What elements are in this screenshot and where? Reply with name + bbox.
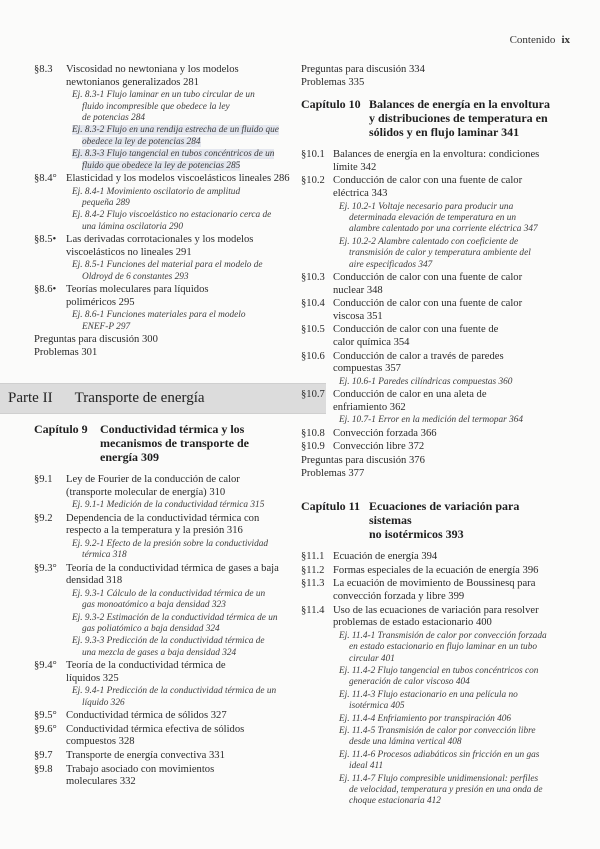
- toc-example-8-3-1[interactable]: Ej. 8.3-1 Flujo laminar en un tubo circular de un fluido incompresible que obedece la ley de potencias 284: [72, 90, 255, 123]
- toc-entry-9-8[interactable]: §9.8 Trabajo asociado con movimientos moleculares 332: [34, 763, 215, 788]
- toc-preguntas-ch9[interactable]: Preguntas para discusión 334: [301, 64, 425, 75]
- toc-example-10-7-1[interactable]: Ej. 10.7-1 Error en la medición del termopar 364: [339, 415, 524, 426]
- toc-example-11-4-4[interactable]: Ej. 11.4-4 Enfriamiento por transpiración 406: [339, 713, 512, 724]
- left-column: [8, 64, 292, 790]
- toc-entry-9-3[interactable]: §9.3° Teoría de la conductividad térmica de gases a baja densidad 318: [34, 562, 279, 587]
- toc-chapter-10[interactable]: Capítulo 10 Balances de energía en la envoltura y distribuciones de temperatura en sólidos y en flujo laminar 341: [301, 97, 550, 140]
- part-title: Transporte de energía: [74, 390, 205, 407]
- toc-entry-11-1[interactable]: §11.1 Ecuación de energía 394: [301, 551, 438, 563]
- toc-entry-10-6[interactable]: §10.6 Conducción de calor a través de paredes compuestas 357: [301, 350, 504, 375]
- toc-problemas-ch9[interactable]: Problemas 335: [301, 76, 365, 88]
- toc-entry-10-5[interactable]: §10.5 Conducción de calor con una fuente de calor química 354: [301, 324, 499, 348]
- toc-entry-10-1[interactable]: §10.1 Balances de energía en la envoltura: condiciones límite 342: [301, 149, 540, 173]
- toc-entry-11-4[interactable]: §11.4 Uso de las ecuaciones de variación para resolver problemas de estado estacionario 400: [301, 604, 539, 629]
- toc-entry-9-2[interactable]: §9.2 Dependencia de la conductividad térmica con respecto a la temperatura y la presión 316: [34, 512, 260, 537]
- running-header: [510, 34, 570, 46]
- toc-example-11-4-6[interactable]: Ej. 11.4-6 Procesos adiabáticos sin fricción en un gas ideal 411: [339, 749, 540, 772]
- part-label: Parte II: [8, 390, 53, 407]
- toc-entry-9-5[interactable]: §9.5° Conductividad térmica de sólidos 327: [34, 710, 227, 722]
- toc-example-10-2-2[interactable]: Ej. 10.2-2 Alambre calentado con coeficiente de transmisión de calor y temperatura ambiente del aire especificados 347: [339, 236, 531, 270]
- header-label: Contenido: [509, 34, 556, 46]
- toc-entry-10-7[interactable]: §10.7 Conducción de calor en una aleta de enfriamiento 362: [301, 389, 487, 413]
- toc-example-9-3-2[interactable]: Ej. 9.3-2 Estimación de la conductividad térmica de un gas poliatómico a baja densidad 324: [72, 612, 278, 635]
- toc-preguntas-ch10[interactable]: Preguntas para discusión 376: [301, 454, 425, 466]
- toc-entry-11-2[interactable]: §11.2 Formas especiales de la ecuación de energía 396: [301, 564, 539, 576]
- toc-entry-10-3[interactable]: §10.3 Conducción de calor con una fuente de calor nuclear 348: [301, 272, 523, 296]
- toc-example-11-4-1[interactable]: Ej. 11.4-1 Transmisión de calor por convección forzada en estado estacionario en flujo laminar en un tubo circular 401: [339, 630, 547, 664]
- toc-chapter-9[interactable]: Capítulo 9 Conductividad térmica y los mecanismos de transporte de energía 309: [34, 422, 249, 465]
- toc-example-9-3-1[interactable]: Ej. 9.3-1 Cálculo de la conductividad térmica de un gas monoatómico a baja densidad 323: [72, 588, 266, 611]
- toc-entry-10-9[interactable]: §10.9 Convección libre 372: [301, 441, 425, 453]
- toc-example-8-6-1[interactable]: Ej. 8.6-1 Funciones materiales para el modelo ENEF-P 297: [72, 310, 246, 332]
- right-column: [301, 64, 559, 809]
- toc-chapter-11[interactable]: Capítulo 11 Ecuaciones de variación para sistemas no isotérmicos 393: [301, 499, 520, 542]
- toc-example-8-4-1[interactable]: Ej. 8.4-1 Movimiento oscilatorio de amplitud pequeña 289: [72, 186, 241, 209]
- toc-example-8-5-1[interactable]: Ej. 8.5-1 Funciones del material para el modelo de Oldroyd de 6 constantes 293: [72, 260, 263, 282]
- toc-entry-8-6[interactable]: §8.6• Teorías moleculares para líquidos poliméricos 295: [34, 284, 209, 308]
- toc-example-11-4-2[interactable]: Ej. 11.4-2 Flujo tangencial en tubos concéntricos con generación de calor viscoso 404: [339, 665, 539, 688]
- toc-example-9-3-3[interactable]: Ej. 9.3-3 Predicción de la conductividad térmica de una mezcla de gases a baja densidad 324: [72, 636, 265, 658]
- toc-entry-10-2[interactable]: §10.2 Conducción de calor con una fuente de calor eléctrica 343: [301, 175, 523, 199]
- toc-example-11-4-3[interactable]: Ej. 11.4-3 Flujo estacionario en una película no isotérmica 405: [339, 689, 518, 712]
- toc-entry-9-1[interactable]: §9.1 Ley de Fourier de la conducción de calor (transporte molecular de energía) 310: [34, 474, 240, 498]
- toc-preguntas-ch8[interactable]: Preguntas para discusión 300: [34, 334, 158, 346]
- toc-example-10-2-1[interactable]: Ej. 10.2-1 Voltaje necesario para producir una determinada elevación de temperatura en un alambre calentado por una corriente eléctrica 347: [339, 201, 538, 235]
- part-ii-banner: [0, 383, 326, 414]
- page-number: ix: [561, 34, 570, 46]
- toc-example-11-4-7[interactable]: Ej. 11.4-7 Flujo compresible unidimensional: perfiles de velocidad, temperatura y presión en una onda de choque estacionaria 412: [339, 773, 543, 807]
- toc-entry-9-6[interactable]: §9.6° Conductividad térmica efectiva de sólidos compuestos 328: [34, 723, 245, 748]
- toc-problemas-ch8[interactable]: Problemas 301: [34, 346, 98, 358]
- toc-entry-10-4[interactable]: §10.4 Conducción de calor con una fuente de calor viscosa 351: [301, 298, 523, 322]
- toc-example-9-1-1[interactable]: Ej. 9.1-1 Medición de la conductividad térmica 315: [72, 500, 265, 511]
- toc-example-8-3-3[interactable]: Ej. 8.3-3 Flujo tangencial en tubos concéntricos de un fluido que obedece la ley de potencias 285: [72, 149, 275, 171]
- toc-entry-11-3[interactable]: §11.3 La ecuación de movimiento de Boussinesq para convección forzada y libre 399: [301, 578, 536, 602]
- toc-example-9-4-1[interactable]: Ej. 9.4-1 Predicción de la conductividad térmica de un líquido 326: [72, 686, 277, 708]
- toc-entry-8-4[interactable]: §8.4° Elasticidad y los modelos viscoelásticos lineales 286: [34, 173, 290, 185]
- toc-example-10-6-1[interactable]: Ej. 10.6-1 Paredes cilíndricas compuestas 360: [339, 376, 513, 387]
- toc-example-8-4-2[interactable]: Ej. 8.4-2 Flujo viscoelástico no estacionario cerca de una lámina oscilatoria 290: [72, 210, 272, 232]
- toc-example-9-2-1[interactable]: Ej. 9.2-1 Efecto de la presión sobre la conductividad térmica 318: [72, 538, 269, 561]
- toc-entry-9-7[interactable]: §9.7 Transporte de energía convectiva 331: [34, 750, 225, 762]
- toc-entry-8-5[interactable]: §8.5• Las derivadas corrotacionales y los modelos viscoelásticos no lineales 291: [34, 234, 254, 258]
- toc-entry-8-3[interactable]: §8.3 Viscosidad no newtoniana y los modelos newtonianos generalizados 281: [34, 64, 239, 88]
- toc-entry-9-4[interactable]: §9.4° Teoría de la conductividad térmica de líquidos 325: [34, 660, 226, 684]
- toc-problemas-ch10[interactable]: Problemas 377: [301, 467, 365, 479]
- toc-example-8-3-2[interactable]: Ej. 8.3-2 Flujo en una rendija estrecha de un fluido que obedece la ley de potencias 284: [72, 125, 279, 147]
- toc-example-11-4-5[interactable]: Ej. 11.4-5 Transmisión de calor por convección libre desde una lámina vertical 408: [339, 725, 536, 748]
- toc-entry-10-8[interactable]: §10.8 Convección forzada 366: [301, 427, 437, 439]
